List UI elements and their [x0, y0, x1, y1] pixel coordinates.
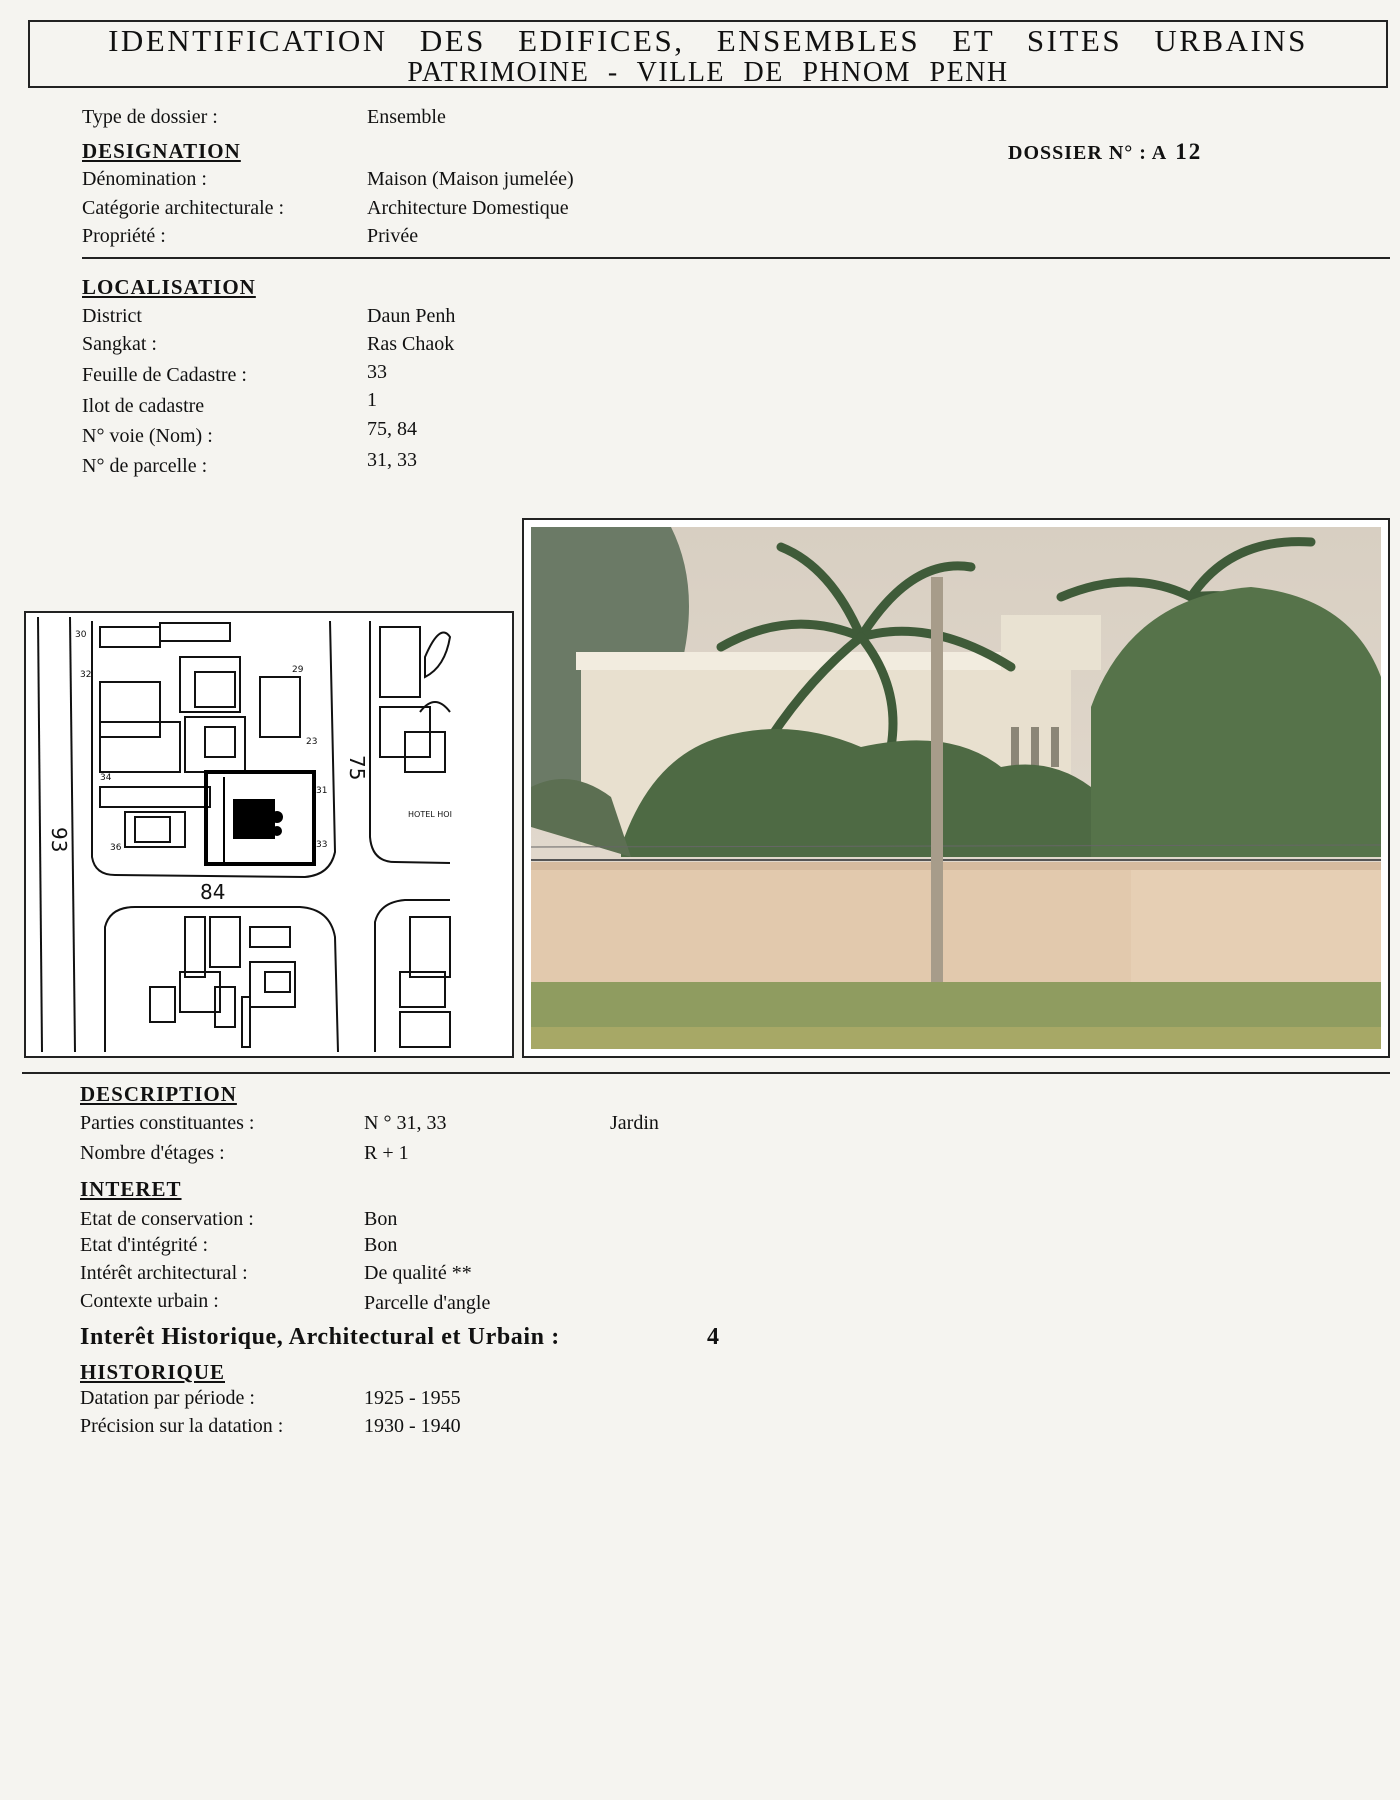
contexte-urbain-value: Parcelle d'angle [364, 1292, 491, 1314]
voie-value: 75, 84 [367, 418, 417, 440]
precision-datation-value: 1930 - 1940 [364, 1415, 461, 1437]
section-divider [82, 257, 1390, 259]
map-lot-36: 36 [110, 843, 122, 853]
datation-periode-value: 1925 - 1955 [364, 1387, 461, 1409]
propriete-label: Propriété : [82, 225, 166, 247]
dossier-label: DOSSIER N° : A [1008, 142, 1168, 164]
interet-heading: INTERET [80, 1177, 182, 1201]
sangkat-value: Ras Chaok [367, 333, 455, 355]
map-lot-31: 31 [316, 786, 328, 796]
district-value: Daun Penh [367, 305, 456, 327]
feuille-cadastre-value: 33 [367, 361, 387, 383]
etages-label: Nombre d'étages : [80, 1142, 225, 1164]
categorie-label: Catégorie architecturale : [82, 197, 285, 219]
document-title-line2: PATRIMOINE - VILLE DE PHNOM PENH [407, 57, 1009, 88]
map-lot-34: 34 [100, 773, 112, 783]
parties-extra: Jardin [610, 1112, 659, 1134]
map-lot-33: 33 [316, 840, 328, 850]
etages-value: R + 1 [364, 1142, 409, 1164]
sangkat-label: Sangkat : [82, 333, 157, 355]
denomination-value: Maison (Maison jumelée) [367, 168, 574, 190]
type-dossier-value: Ensemble [367, 106, 446, 128]
designation-heading: DESIGNATION [82, 139, 241, 163]
description-heading: DESCRIPTION [80, 1082, 237, 1106]
map-lot-29: 29 [292, 665, 304, 675]
contexte-urbain-label: Contexte urbain : [80, 1290, 219, 1312]
building-photo-frame [522, 518, 1390, 1058]
cadastral-map-frame [24, 611, 514, 1058]
precision-datation-label: Précision sur la datation : [80, 1415, 284, 1437]
interet-summary-label: Interêt Historique, Architectural et Urbain : [80, 1324, 560, 1350]
parcelle-label: N° de parcelle : [82, 455, 208, 477]
ilot-cadastre-value: 1 [367, 389, 377, 411]
map-street-84: 84 [200, 880, 226, 904]
map-lot-23: 23 [306, 737, 318, 747]
district-label: District [82, 305, 142, 327]
conservation-value: Bon [364, 1208, 398, 1230]
type-dossier-label: Type de dossier : [82, 106, 218, 128]
cadastral-map [30, 617, 508, 1052]
categorie-value: Architecture Domestique [367, 197, 569, 219]
map-hotel-label: HOTEL HOI [408, 810, 452, 819]
document-title-box [28, 20, 1388, 88]
historique-heading: HISTORIQUE [80, 1360, 225, 1384]
map-lot-30: 30 [75, 630, 87, 640]
building-footprint [233, 799, 275, 839]
interet-architectural-value: De qualité ** [364, 1262, 472, 1284]
map-lot-32: 32 [80, 670, 92, 680]
localisation-heading: LOCALISATION [82, 275, 256, 299]
map-street-75: 75 [345, 755, 369, 781]
ilot-cadastre-label: Ilot de cadastre [82, 395, 205, 417]
propriete-value: Privée [367, 225, 419, 247]
section-divider-2 [22, 1072, 1390, 1074]
interet-summary-value: 4 [707, 1324, 720, 1350]
integrite-label: Etat d'intégrité : [80, 1234, 209, 1256]
integrite-value: Bon [364, 1234, 398, 1256]
conservation-label: Etat de conservation : [80, 1208, 254, 1230]
building-photo [531, 527, 1381, 1049]
denomination-label: Dénomination : [82, 168, 207, 190]
document-title-line1: IDENTIFICATION DES EDIFICES, ENSEMBLES ET SITES URBAINS [108, 23, 1308, 58]
dossier-number [1008, 139, 1202, 165]
parties-value: N ° 31, 33 [364, 1112, 447, 1134]
datation-periode-label: Datation par période : [80, 1387, 255, 1409]
dossier-value: 12 [1175, 139, 1203, 164]
interet-architectural-label: Intérêt architectural : [80, 1262, 248, 1284]
parties-label: Parties constituantes : [80, 1112, 255, 1134]
map-street-93: 93 [47, 827, 71, 853]
parcelle-value: 31, 33 [367, 449, 417, 471]
feuille-cadastre-label: Feuille de Cadastre : [82, 364, 247, 386]
voie-label: N° voie (Nom) : [82, 425, 213, 447]
